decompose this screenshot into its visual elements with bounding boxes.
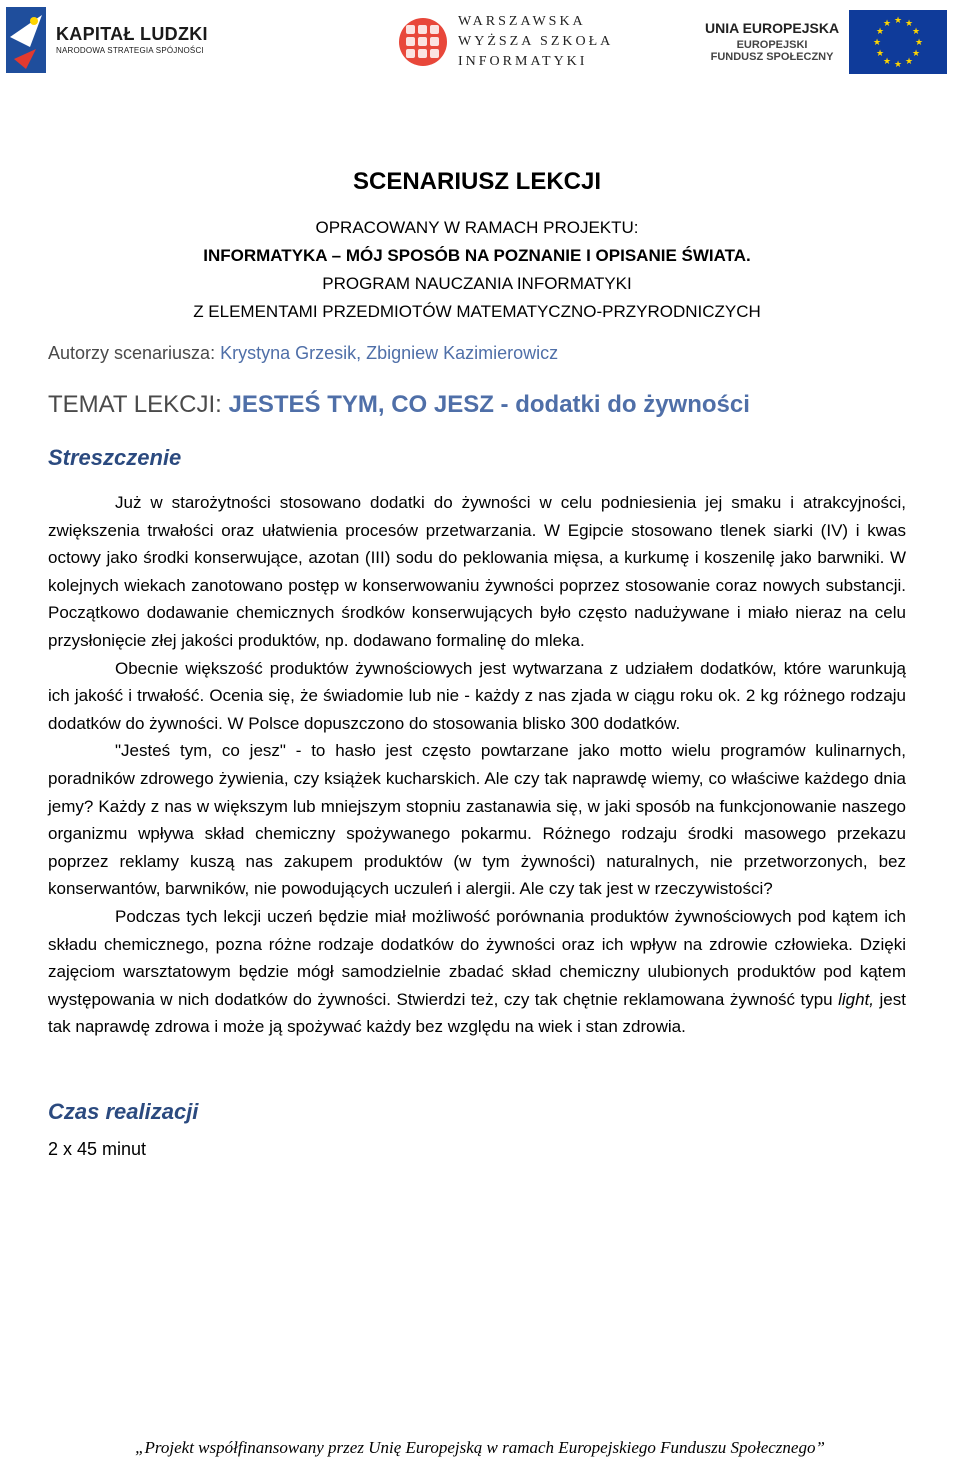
authors-names: Krystyna Grzesik, Zbigniew Kazimierowicz [220, 343, 559, 363]
duration-heading: Czas realizacji [48, 1098, 199, 1124]
eu-line-2: EUROPEJSKI [736, 38, 808, 51]
svg-text:★: ★ [905, 19, 914, 29]
svg-text:★: ★ [876, 49, 885, 59]
summary-heading: Streszczenie [48, 445, 182, 470]
svg-text:★: ★ [905, 57, 914, 67]
document-body [48, 160, 906, 1160]
svg-text:★: ★ [883, 57, 892, 67]
authors-label: Autorzy scenariusza: [48, 343, 216, 363]
eu-logo [705, 10, 947, 74]
summary-p4-italic: light, [838, 989, 875, 1009]
kapital-ludzki-emblem-icon [6, 7, 46, 73]
project-line-3: PROGRAM NAUCZANIA INFORMATYKI [322, 274, 632, 293]
summary-paragraph-4 [48, 903, 906, 1041]
svg-text:★: ★ [883, 19, 892, 29]
svg-text:★: ★ [894, 60, 903, 70]
kapital-ludzki-title: KAPITAŁ LUDZKI [56, 24, 208, 44]
summary-paragraph-2: Obecnie większość produktów żywnościowych jest wytwarzana z udziałem dodatków, które warunkują ich jakość i trwałość. Ocenia się, że świadomie lub nie - każdy z nas zjada w ciągu roku ok. 2 kg różnego rodzaju dodatków do żywności. W Polsce dopuszczono do stosowania blisko 300 dodatków. [48, 658, 906, 733]
summary-paragraph-3: "Jesteś tym, co jesz" - to hasło jest często powtarzane jako motto wielu programów kulinarnych, poradników zdrowego żywienia, czy książek kucharskich. Ale czy tak naprawdę wiemy, co właściwe każdego dnia jemy? Każdy z nas w większym lub mniejszym stopniu zastanawia się, w jaki sposób na funkcjonowanie naszego organizmu wpływa skład chemiczny spożywanego pokarmu. Różnego rodzaju środki masowego przekazu poprzez reklamy kuszą nas zakupem produktów (w tym żywności) naturalnych, nie przetworzonych, bez konserwantów, barwników, nie powodujących uczuleń i alergii. Ale czy tak jest w rzeczywistości? [48, 741, 906, 899]
summary-paragraph-1: Już w starożytności stosowano dodatki do żywności w celu podniesienia jej smaku i atrakcyjności, zwiększenia trwałości oraz ułatwienia procesów przetwarzania. W Egipcie stosowano tlenek siarki (IV) i kwas octowy jako środki konserwujące, azotan (III) sodu do peklowania mięsa, a kurkumę i koszenilę jako barwniki. W kolejnych wiekach zanotowano postęp w konserwowaniu żywności poprzez stosowanie coraz nowych substancji. Początkowo dodawanie chemicznych środków konserwujących było często nadużywane i miało nieraz na celu przysłonięcie złej jakości produktów, np. dodawano formalinę do mleka. [48, 493, 906, 650]
summary-p4-text-a: Podczas tych lekcji uczeń będzie miał możliwość porównania produktów żywnościowych pod kątem ich składu chemicznego, pozna różne rodzaje dodatków do żywności oraz ich wpływ na zdrowie człowieka. Dzięki zajęciom warsztatowym będzie mógł samodzielnie zbadać skład chemiczny ulubionych produktów pod kątem występowania w nich dodatków do żywności. Stwierdzi też, czy tak chętnie reklamowana żywność typu [48, 906, 906, 1009]
wwsi-line-3: INFORMATYKI [458, 54, 588, 69]
eu-line-1: UNIA EUROPEJSKA [705, 20, 840, 37]
project-line-1: OPRACOWANY W RAMACH PROJEKTU: [315, 218, 639, 237]
svg-text:★: ★ [912, 27, 921, 37]
wwsi-logo [398, 12, 613, 72]
svg-text:★: ★ [894, 16, 903, 26]
project-name: INFORMATYKA – MÓJ SPOSÓB NA POZNANIE I OPISANIE ŚWIATA. [203, 246, 751, 265]
wwsi-emblem-icon [398, 17, 448, 67]
duration-value: 2 x 45 minut [48, 1138, 147, 1159]
authors-line [48, 343, 906, 364]
project-line-4: Z ELEMENTAMI PRZEDMIOTÓW MATEMATYCZNO-PRZYRODNICZYCH [193, 302, 761, 321]
wwsi-line-2: WYŻSZA SZKOŁA [458, 34, 614, 49]
kapital-ludzki-subtitle: NARODOWA STRATEGIA SPÓJNOŚCI [56, 46, 204, 55]
topic-title: JESTEŚ TYM, CO JESZ - dodatki do żywności [228, 391, 750, 418]
document-title: SCENARIUSZ LEKCJI [352, 168, 602, 195]
summary-p4-text-b: jest tak naprawdę zdrowa i może ją spożywać każdy bez względu na wiek i stan zdrowia. [48, 989, 906, 1037]
lesson-topic [48, 391, 906, 419]
kapital-ludzki-logo [6, 6, 208, 74]
svg-text:★: ★ [873, 38, 882, 48]
svg-text:★: ★ [915, 38, 924, 48]
footer-note: „Projekt współfinansowany przez Unię Europejską w ramach Europejskiego Funduszu Społecznego” [135, 1438, 825, 1457]
svg-text:★: ★ [912, 49, 921, 59]
project-line-2 [48, 242, 906, 270]
wwsi-line-1: WARSZAWSKA [458, 14, 586, 29]
eu-line-3: FUNDUSZ SPOŁECZNY [710, 50, 834, 63]
project-info [48, 214, 906, 326]
topic-label: TEMAT LEKCJI: [48, 391, 222, 418]
svg-text:★: ★ [876, 27, 885, 37]
logo-bar [0, 0, 960, 80]
eu-flag-icon [849, 10, 947, 74]
